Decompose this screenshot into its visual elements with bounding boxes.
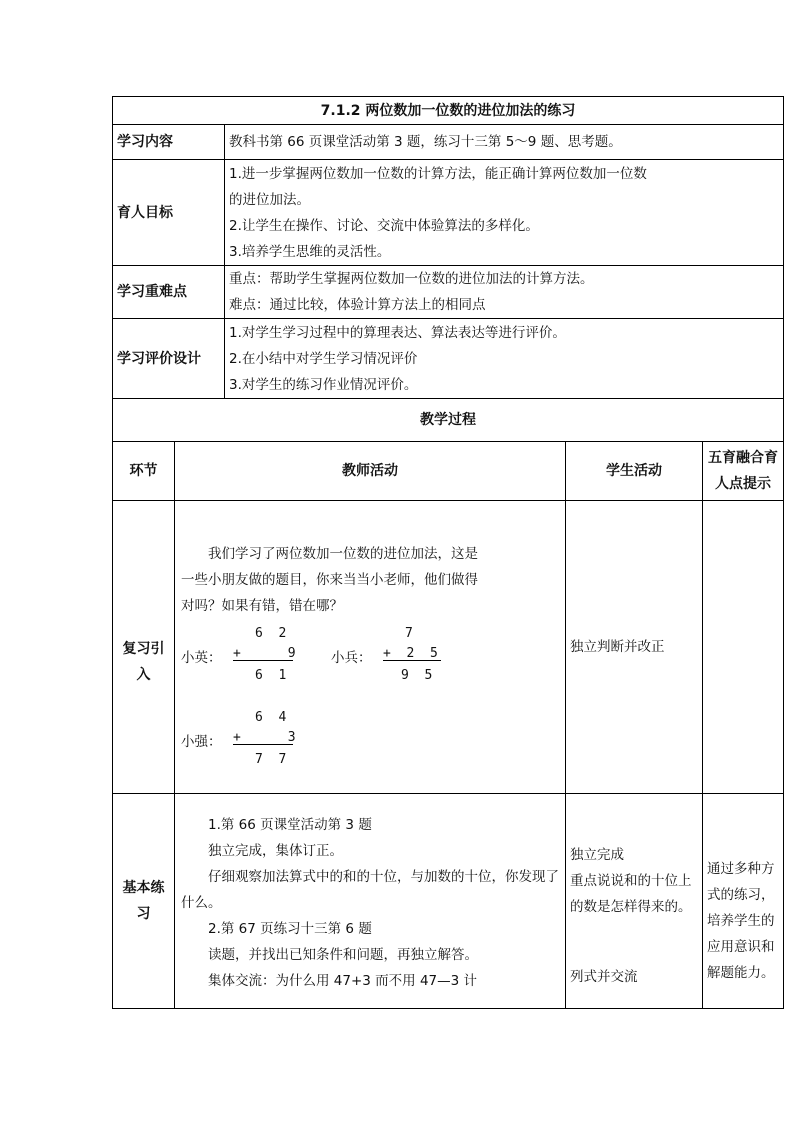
basic-hint: 通过多种方式的练习，培养学生的应用意识和解题能力。: [703, 794, 784, 1009]
content-text: [225, 125, 784, 160]
calc-xiaobing: [383, 619, 453, 683]
review-hint: [703, 501, 784, 794]
calc-rule: [233, 660, 293, 661]
basic-stage: 基本练习: [113, 794, 175, 1009]
stage-header: 环节: [113, 442, 175, 501]
key-point-line: 重点：帮助学生掌握两位数加一位数的进位加法的计算方法。: [229, 271, 594, 287]
evaluation-line: 3.对学生的练习作业情况评价。: [229, 376, 418, 393]
review-intro: 我们学习了两位数加一位数的进位加法，这是一些小朋友做的题目，你来当当小老师，他们做得对吗？如果有错，错在哪？: [181, 546, 478, 614]
lesson-title: 7.1.2 两位数加一位数的进位加法的练习: [113, 97, 784, 125]
evaluation-line: 2.在小结中对学生学习情况评价: [229, 350, 418, 367]
basic-teacher-line: 读题，并找出已知条件和问题，再独立解答。: [208, 947, 478, 963]
basic-teacher-activity: [175, 794, 566, 1009]
calc-result: 9 5: [401, 668, 433, 683]
student-activity-item: 列式并交流: [570, 969, 638, 985]
content-line: 教科书第 66 页课堂活动第 3 题，练习十三第 5～9 题、思考题。: [229, 134, 622, 150]
calc-mid: + 2 5: [383, 646, 438, 661]
calc-rule: [383, 660, 441, 661]
calc-name-xiaobing: 小兵：: [331, 650, 372, 666]
calc-name-xiaoqiang: 小强：: [181, 734, 222, 750]
basic-student-activity: [566, 794, 703, 1009]
basic-teacher-line: 集体交流：为什么用 47+3 而不用 47—3 计: [208, 973, 478, 989]
content-label: 学习内容: [113, 125, 225, 160]
student-activity-item: 独立完成: [570, 847, 624, 863]
calc-top: 7: [405, 626, 413, 641]
calc-rule: [233, 744, 293, 745]
hint-header: 五育融合育人点提示: [703, 442, 784, 501]
calc-name-xiaoying: 小英：: [181, 650, 222, 666]
goal-text: [225, 160, 784, 266]
key-points-label: 学习重难点: [113, 266, 225, 319]
student-header: 学生活动: [566, 442, 703, 501]
basic-teacher-line: 2.第 67 页练习十三第 6 题: [208, 921, 372, 937]
review-stage: 复习引入: [113, 501, 175, 794]
goal-line: 的进位加法。: [229, 191, 310, 208]
evaluation-text: [225, 319, 784, 399]
goal-label: 育人目标: [113, 160, 225, 266]
basic-teacher-line: 1.第 66 页课堂活动第 3 题: [208, 817, 372, 833]
evaluation-label: 学习评价设计: [113, 319, 225, 399]
calc-mid: + 9: [233, 646, 296, 661]
key-point-line: 难点：通过比较，体验计算方法上的相同点: [229, 297, 486, 313]
calc-top: 6 4: [255, 710, 287, 725]
calc-xiaoqiang: [233, 703, 303, 767]
review-student-activity: 独立判断并改正: [566, 501, 703, 794]
basic-teacher-line: 独立完成，集体订正。: [208, 843, 343, 859]
review-calculations: [181, 619, 561, 779]
lesson-plan-table: [112, 96, 784, 1009]
teacher-header: 教师活动: [175, 442, 566, 501]
goal-line: 1.进一步掌握两位数加一位数的计算方法，能正确计算两位数加一位数: [229, 165, 647, 182]
calc-result: 6 1: [255, 668, 287, 683]
calc-xiaoying: [233, 619, 303, 683]
calc-result: 7 7: [255, 752, 287, 767]
evaluation-line: 1.对学生学习过程中的算理表达、算法表达等进行评价。: [229, 324, 566, 341]
basic-teacher-line: 仔细观察加法算式中的和的十位，与加数的十位，你发现了什么。: [181, 869, 559, 911]
calc-top: 6 2: [255, 626, 287, 641]
process-title: 教学过程: [113, 399, 784, 442]
calc-mid: + 3: [233, 730, 296, 745]
goal-line: 3.培养学生思维的灵活性。: [229, 243, 391, 260]
key-points-text: [225, 266, 784, 319]
goal-line: 2.让学生在操作、讨论、交流中体验算法的多样化。: [229, 217, 539, 234]
review-teacher-activity: [175, 501, 566, 794]
student-activity-item: 重点说说和的十位上的数是怎样得来的。: [570, 873, 692, 915]
